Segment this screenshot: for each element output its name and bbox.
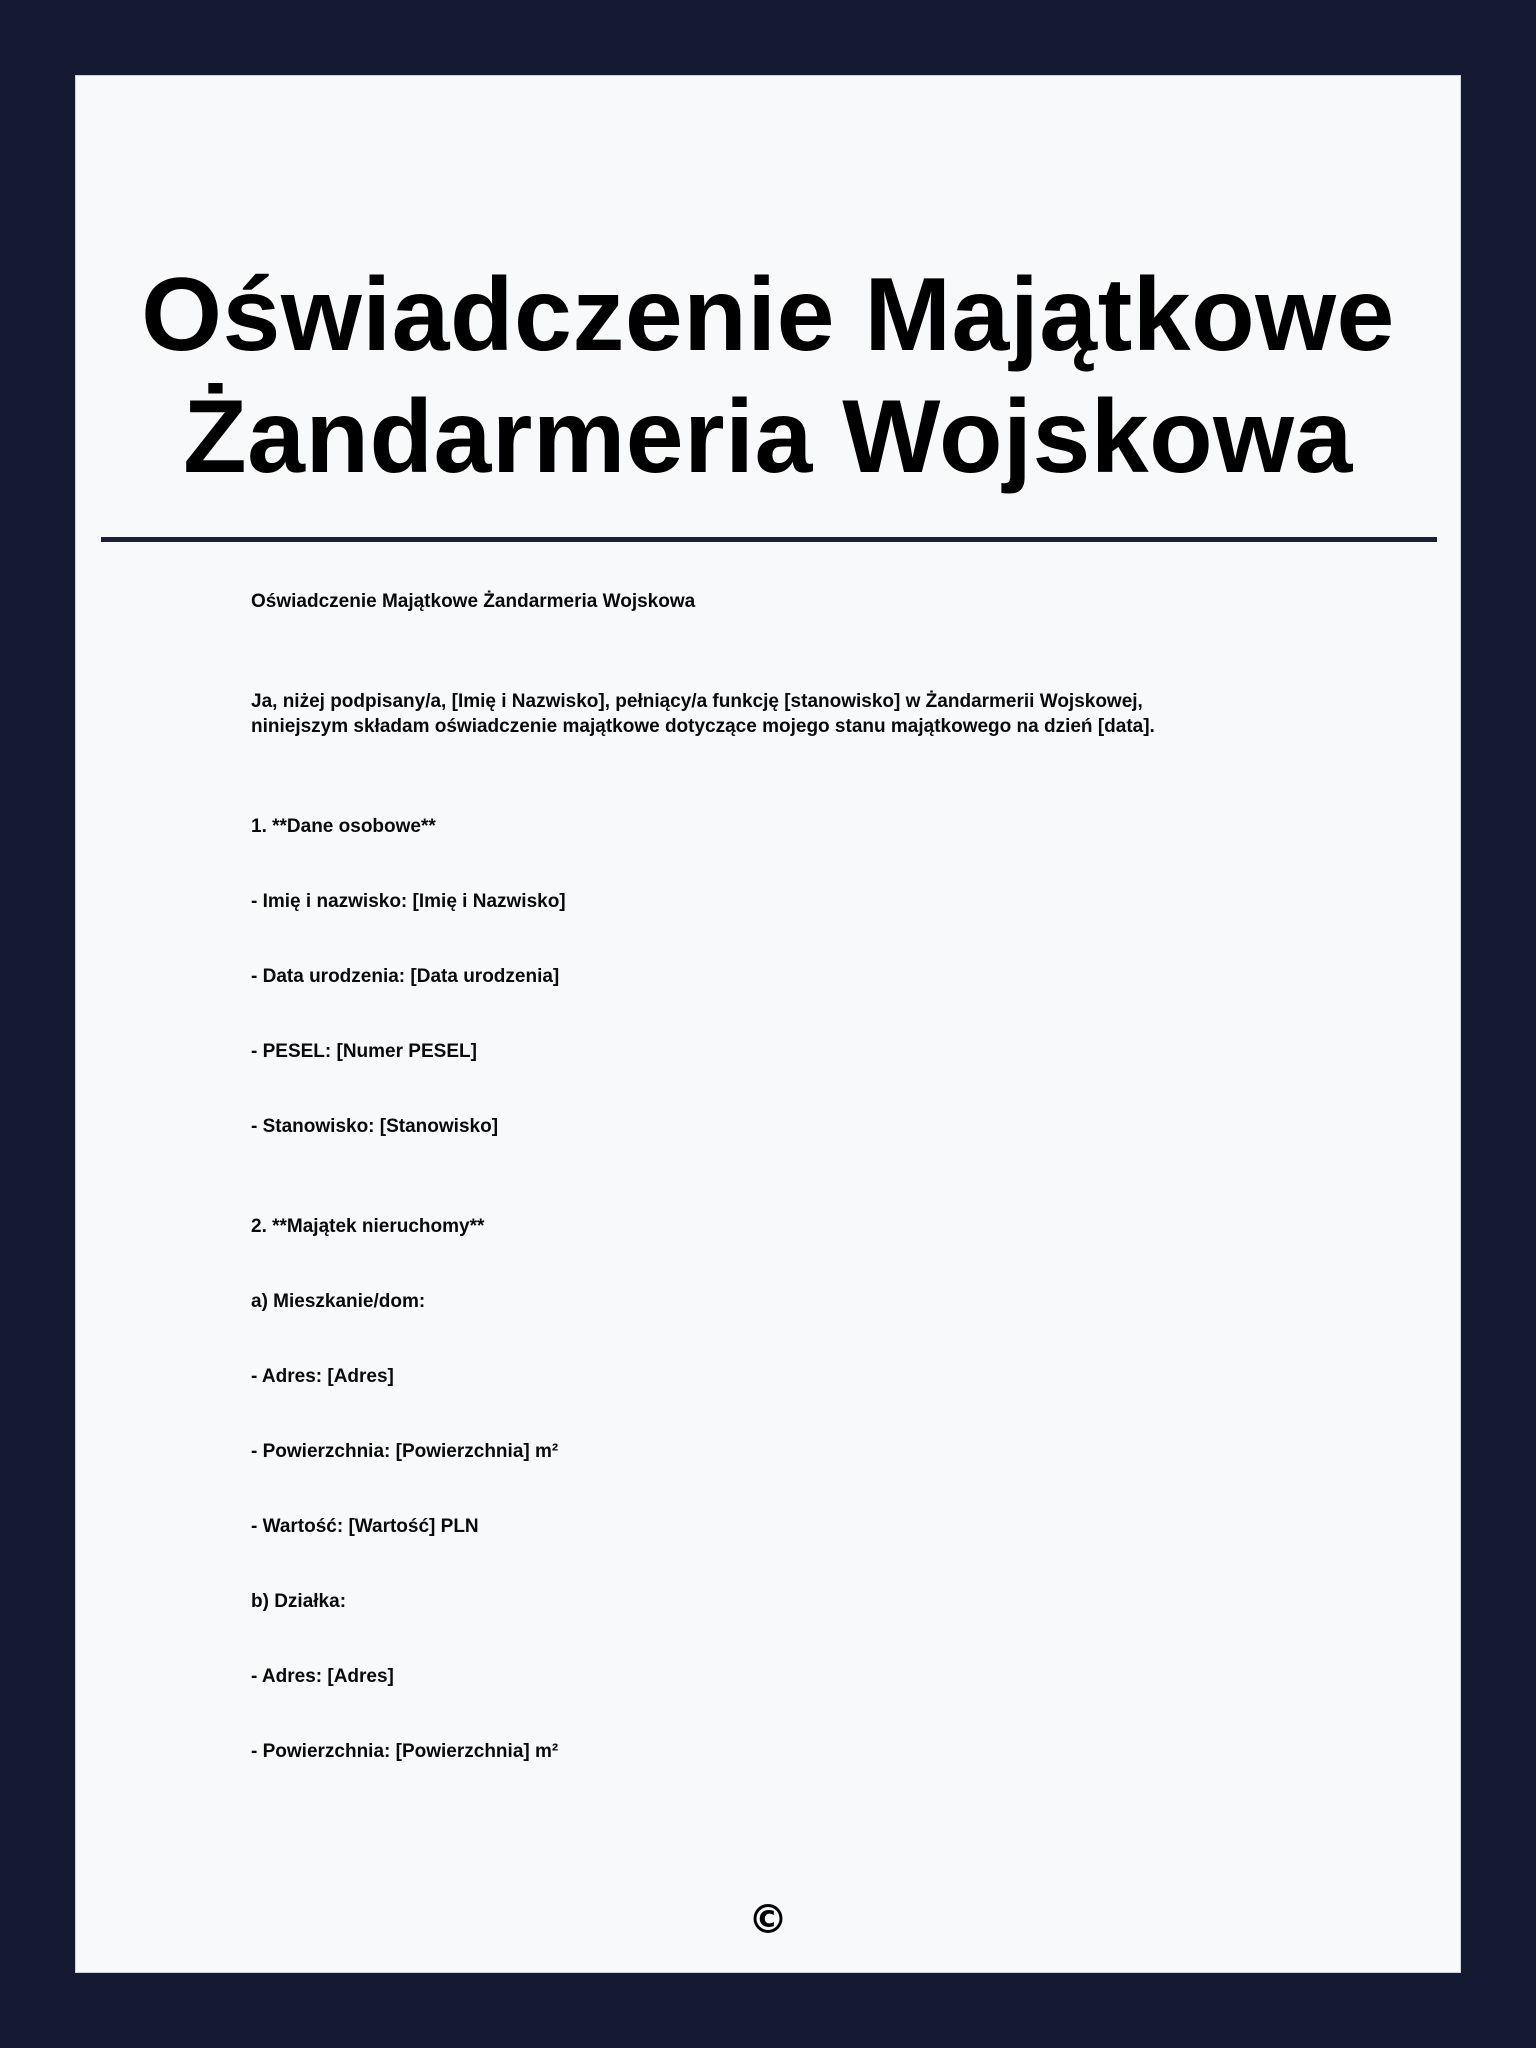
list-item: - Powierzchnia: [Powierzchnia] m² <box>251 1441 559 1462</box>
list-item: - Wartość: [Wartość] PLN <box>251 1516 479 1537</box>
list-item: - Adres: [Adres] <box>251 1666 394 1687</box>
list-item: - PESEL: [Numer PESEL] <box>251 1041 477 1062</box>
list-item: - Imię i nazwisko: [Imię i Nazwisko] <box>251 891 566 912</box>
title-line-2: Żandarmeria Wojskowa <box>183 379 1353 495</box>
section-2-title: 2. **Majątek nieruchomy** <box>251 1216 485 1237</box>
intro-line-1: Ja, niżej podpisany/a, [Imię i Nazwisko], pełniący/a funkcję [stanowisko] w Żandarmerii Wojskowej, <box>251 691 1143 712</box>
subsection-b-label: b) Działka: <box>251 1591 347 1612</box>
subsection-a-label: a) Mieszkanie/dom: <box>251 1291 426 1312</box>
list-item: - Stanowisko: [Stanowisko] <box>251 1116 499 1137</box>
list-item: - Powierzchnia: [Powierzchnia] m² <box>251 1741 559 1762</box>
document-heading: Oświadczenie Majątkowe Żandarmeria Wojskowa <box>251 591 696 612</box>
intro-line-2: niniejszym składam oświadczenie majątkowe dotyczące mojego stanu majątkowego na dzień [data]. <box>251 716 1155 737</box>
list-item: - Data urodzenia: [Data urodzenia] <box>251 966 560 987</box>
document-title <box>76 254 1460 498</box>
title-divider <box>101 537 1437 542</box>
document-page <box>75 75 1461 1973</box>
section-1-title: 1. **Dane osobowe** <box>251 816 436 837</box>
title-line-1: Oświadczenie Majątkowe <box>141 257 1395 373</box>
list-item: - Adres: [Adres] <box>251 1366 394 1387</box>
copyright-icon: © <box>748 1897 788 1943</box>
